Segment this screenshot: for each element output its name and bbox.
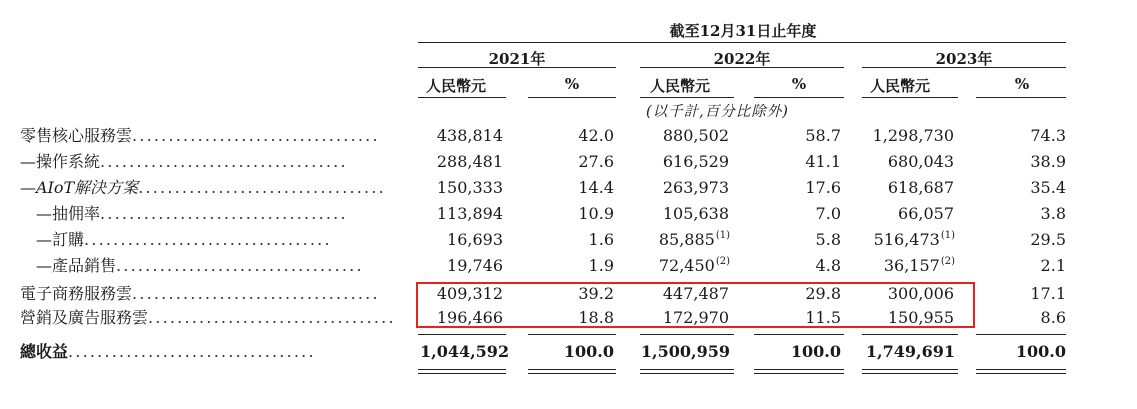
- percent-2023: 35.4: [1030, 178, 1066, 197]
- row-label: 營銷及廣告服務雲: [20, 308, 149, 327]
- percent-2022: 17.6: [805, 178, 841, 197]
- total-percent-2021: 100.0: [563, 342, 614, 361]
- leader-dots: ..................................: [116, 256, 364, 275]
- year-rule-2021: [418, 67, 616, 68]
- percent-2023: 38.9: [1030, 152, 1066, 171]
- percent-header-2022: %: [791, 75, 807, 93]
- total-2022: 1,500,959: [640, 342, 730, 361]
- value-2023: 680,043: [887, 152, 954, 171]
- period-title: 截至12月31日止年度: [669, 22, 817, 40]
- total-double-rule-2a: [528, 369, 616, 370]
- row-label: —AIoT解決方案: [20, 178, 139, 197]
- percent-2022: 4.8: [815, 256, 841, 275]
- total-top-rule-6: [976, 334, 1066, 335]
- percent-2021: 1.6: [588, 230, 614, 249]
- note-2022: (2): [715, 256, 730, 267]
- value-2022: 72,450: [658, 256, 715, 275]
- value-2023: 516,473: [873, 230, 940, 249]
- total-row: [0, 340, 1137, 364]
- value-2023: 618,687: [887, 178, 954, 197]
- value-2022: 447,487: [662, 284, 729, 303]
- total-percent-2022: 100.0: [790, 342, 841, 361]
- percent-2021: 18.8: [578, 308, 614, 327]
- percent-2021: 27.6: [578, 152, 614, 171]
- value-2023: 66,057: [898, 204, 954, 223]
- total-double-rule-6a: [976, 369, 1066, 370]
- row-label: 總收益: [20, 342, 69, 361]
- leader-dots: ..................................: [100, 204, 348, 223]
- value-2021: 113,894: [436, 204, 503, 223]
- unit-note: (以千計,百分比除外): [646, 104, 789, 120]
- year-rule-2023: [862, 67, 1066, 68]
- value-2021: 438,814: [436, 126, 503, 145]
- table-row: [0, 254, 1137, 278]
- currency-header-2022: 人民幣元: [650, 77, 711, 95]
- total-double-rule-1a: [418, 369, 506, 370]
- percent-header-2023: %: [1014, 75, 1030, 93]
- value-2021: 19,746: [447, 256, 503, 275]
- percent-2021: 14.4: [578, 178, 614, 197]
- leader-dots: ..................................: [68, 342, 316, 361]
- value-2022: 263,973: [662, 178, 729, 197]
- percent-2021: 1.9: [588, 256, 614, 275]
- value-2021: 150,333: [436, 178, 503, 197]
- row-label: —訂購: [36, 230, 85, 249]
- percent-2022: 5.8: [815, 230, 841, 249]
- percent-2022: 41.1: [805, 152, 841, 171]
- subhead-rule-4: [754, 97, 844, 98]
- currency-header-2023: 人民幣元: [870, 77, 931, 95]
- total-2023: 1,749,691: [865, 342, 955, 361]
- year-rule-2022: [640, 67, 844, 68]
- total-2021: 1,044,592: [420, 342, 510, 361]
- value-2023: 36,157: [883, 256, 940, 275]
- leader-dots: ..................................: [100, 152, 348, 171]
- percent-2022: 7.0: [815, 204, 841, 223]
- total-double-rule-2b: [528, 373, 616, 374]
- percent-2023: 74.3: [1030, 126, 1066, 145]
- row-label: —抽佣率: [36, 204, 101, 223]
- leader-dots: ..................................: [132, 284, 380, 303]
- value-2022: 172,970: [662, 308, 729, 327]
- year-2022: 2022年: [713, 50, 771, 68]
- note-2023: (1): [940, 230, 955, 241]
- total-percent-2023: 100.0: [1015, 342, 1066, 361]
- note-2022: (1): [715, 230, 730, 241]
- total-top-rule-3: [640, 334, 734, 335]
- total-double-rule-5a: [862, 369, 958, 370]
- value-2021: 16,693: [447, 230, 503, 249]
- currency-header-2021: 人民幣元: [426, 77, 487, 95]
- total-top-rule-1: [418, 334, 506, 335]
- percent-2021: 39.2: [578, 284, 614, 303]
- row-label: 電子商務服務雲: [20, 284, 133, 303]
- percent-2023: 29.5: [1030, 230, 1066, 249]
- table-row: [0, 176, 1137, 200]
- value-2023: 300,006: [887, 284, 954, 303]
- value-2022: 85,885: [658, 230, 715, 249]
- percent-2022: 29.8: [805, 284, 841, 303]
- highlight-box: [416, 282, 975, 328]
- total-double-rule-1b: [418, 373, 506, 374]
- row-label: —操作系統: [20, 152, 101, 171]
- total-top-rule-2: [528, 334, 616, 335]
- value-2023: 150,955: [887, 308, 954, 327]
- percent-2023: 3.8: [1040, 204, 1066, 223]
- leader-dots: ..................................: [138, 178, 386, 197]
- value-2021: 409,312: [436, 284, 503, 303]
- year-2021: 2021年: [488, 50, 546, 68]
- value-2022: 616,529: [662, 152, 729, 171]
- value-2022: 880,502: [662, 126, 729, 145]
- total-double-rule-3b: [640, 373, 734, 374]
- total-double-rule-3a: [640, 369, 734, 370]
- value-2021: 196,466: [436, 308, 503, 327]
- total-double-rule-4b: [754, 373, 844, 374]
- period-rule: [418, 42, 1066, 43]
- subhead-rule-1: [418, 97, 506, 98]
- percent-2022: 58.7: [805, 126, 841, 145]
- value-2021: 288,481: [436, 152, 503, 171]
- percent-header-2021: %: [564, 75, 580, 93]
- value-2022: 105,638: [662, 204, 729, 223]
- total-double-rule-6b: [976, 373, 1066, 374]
- total-double-rule-5b: [862, 373, 958, 374]
- percent-2021: 42.0: [578, 126, 614, 145]
- percent-2023: 8.6: [1040, 308, 1066, 327]
- percent-2023: 2.1: [1040, 256, 1066, 275]
- table-row: [0, 228, 1137, 252]
- note-2023: (2): [940, 256, 955, 267]
- subhead-rule-2: [528, 97, 616, 98]
- table-row: [0, 202, 1137, 226]
- leader-dots: ..................................: [148, 308, 396, 327]
- percent-2021: 10.9: [578, 204, 614, 223]
- table-row: [0, 150, 1137, 174]
- leader-dots: ..................................: [84, 230, 332, 249]
- value-2023: 1,298,730: [872, 126, 954, 145]
- subhead-rule-3: [640, 97, 734, 98]
- row-label: 零售核心服務雲: [20, 126, 133, 145]
- subhead-rule-6: [976, 97, 1066, 98]
- table-row: [0, 124, 1137, 148]
- percent-2023: 17.1: [1030, 284, 1066, 303]
- row-label: —產品銷售: [36, 256, 117, 275]
- total-top-rule-4: [754, 334, 844, 335]
- total-double-rule-4a: [754, 369, 844, 370]
- year-2023: 2023年: [935, 50, 993, 68]
- percent-2022: 11.5: [805, 308, 841, 327]
- leader-dots: ..................................: [132, 126, 380, 145]
- subhead-rule-5: [862, 97, 958, 98]
- total-top-rule-5: [862, 334, 958, 335]
